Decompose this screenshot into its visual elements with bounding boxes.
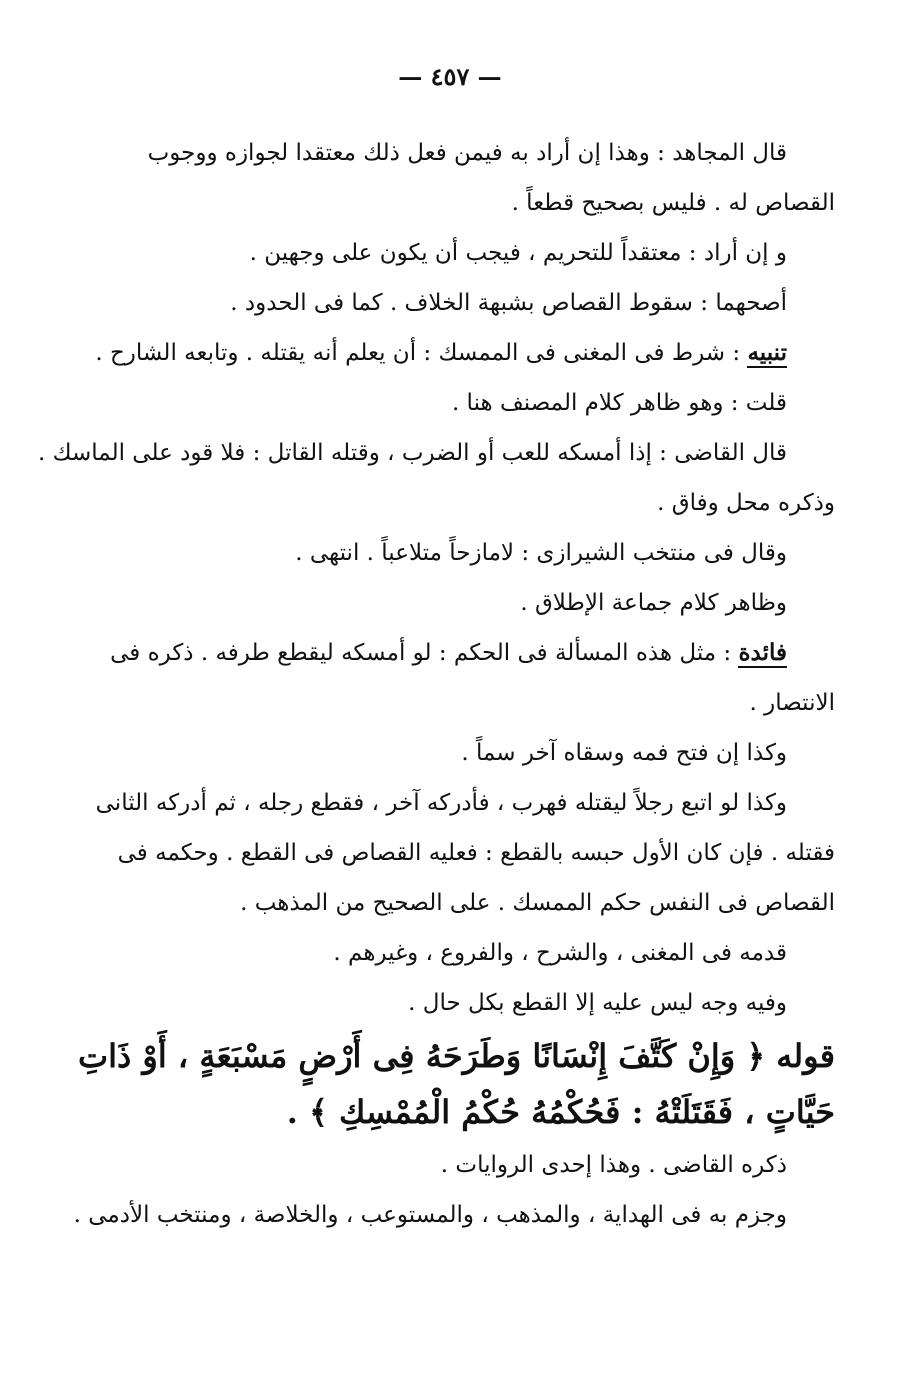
text-line: وكذا لو اتبع رجلاً ليقتله فهرب ، فأدركه آخر ، فقطع رجله ، ثم أدركه الثانى — [95, 790, 787, 816]
text-line: قال القاضى : إذا أمسكه للعب أو الضرب ، وقتله القاتل : فلا قود على الماسك . — [38, 440, 787, 466]
text-line: قال المجاهد : وهذا إن أراد به فيمن فعل ذلك معتقدا لجوازه ووجوب — [147, 140, 787, 166]
text-line: وجزم به فى الهداية ، والمذهب ، والمستوعب ، والخلاصة ، ومنتخب الأدمى . — [73, 1202, 787, 1228]
text-line — [110, 628, 835, 678]
text-line: الانتصار . — [749, 690, 835, 716]
text-line: ذكره القاضى . وهذا إحدى الروايات . — [440, 1152, 787, 1178]
text-line — [95, 328, 835, 378]
text-line: قلت : وهو ظاهر كلام المصنف هنا . — [451, 390, 787, 416]
lead-word-tanbih: تنبيه — [747, 339, 787, 366]
text-line: وقال فى منتخب الشيرازى : لامازحاً متلاعباً . انتهى . — [295, 540, 787, 566]
text-body — [38, 128, 835, 1240]
text-line-rest: : شرط فى المغنى فى الممسك : أن يعلم أنه يقتله . وتابعه الشارح . — [95, 340, 748, 366]
text-line: أصحهما : سقوط القصاص بشبهة الخلاف . كما فى الحدود . — [230, 290, 787, 316]
quran-quote-line-1: قوله ﴿ وَإِنْ كَتَّفَ إِنْسَانًا وَطَرَحَهُ فِى أَرْضٍ مَسْبَعَةٍ ، أَوْ ذَاتِ — [77, 1037, 835, 1075]
text-line-rest: : مثل هذه المسألة فى الحكم : لو أمسكه ليقطع طرفه . ذكره فى — [110, 640, 739, 666]
quran-quote-line-2: حَيَّاتٍ ، فَقَتَلَتْهُ : فَحُكْمُهُ حُكْمُ الْمُمْسِكِ ﴾ . — [286, 1093, 835, 1131]
text-line: القصاص له . فليس بصحيح قطعاً . — [511, 190, 835, 216]
text-line: القصاص فى النفس حكم الممسك . على الصحيح من المذهب . — [240, 890, 835, 916]
page-number: — ٤٥٧ — — [398, 62, 502, 91]
text-line: وكذا إن فتح فمه وسقاه آخر سماً . — [461, 740, 787, 766]
lead-word-faidah: فائدة — [738, 639, 787, 666]
text-line: وظاهر كلام جماعة الإطلاق . — [520, 590, 787, 616]
text-line: قدمه فى المغنى ، والشرح ، والفروع ، وغيرهم . — [333, 940, 787, 966]
text-line: وفيه وجه ليس عليه إلا القطع بكل حال . — [408, 990, 787, 1016]
text-line: وذكره محل وفاق . — [657, 490, 835, 516]
text-line: و إن أراد : معتقداً للتحريم ، فيجب أن يكون على وجهين . — [249, 240, 787, 266]
text-line: فقتله . فإن كان الأول حبسه بالقطع : فعليه القصاص فى القطع . وحكمه فى — [117, 840, 835, 866]
